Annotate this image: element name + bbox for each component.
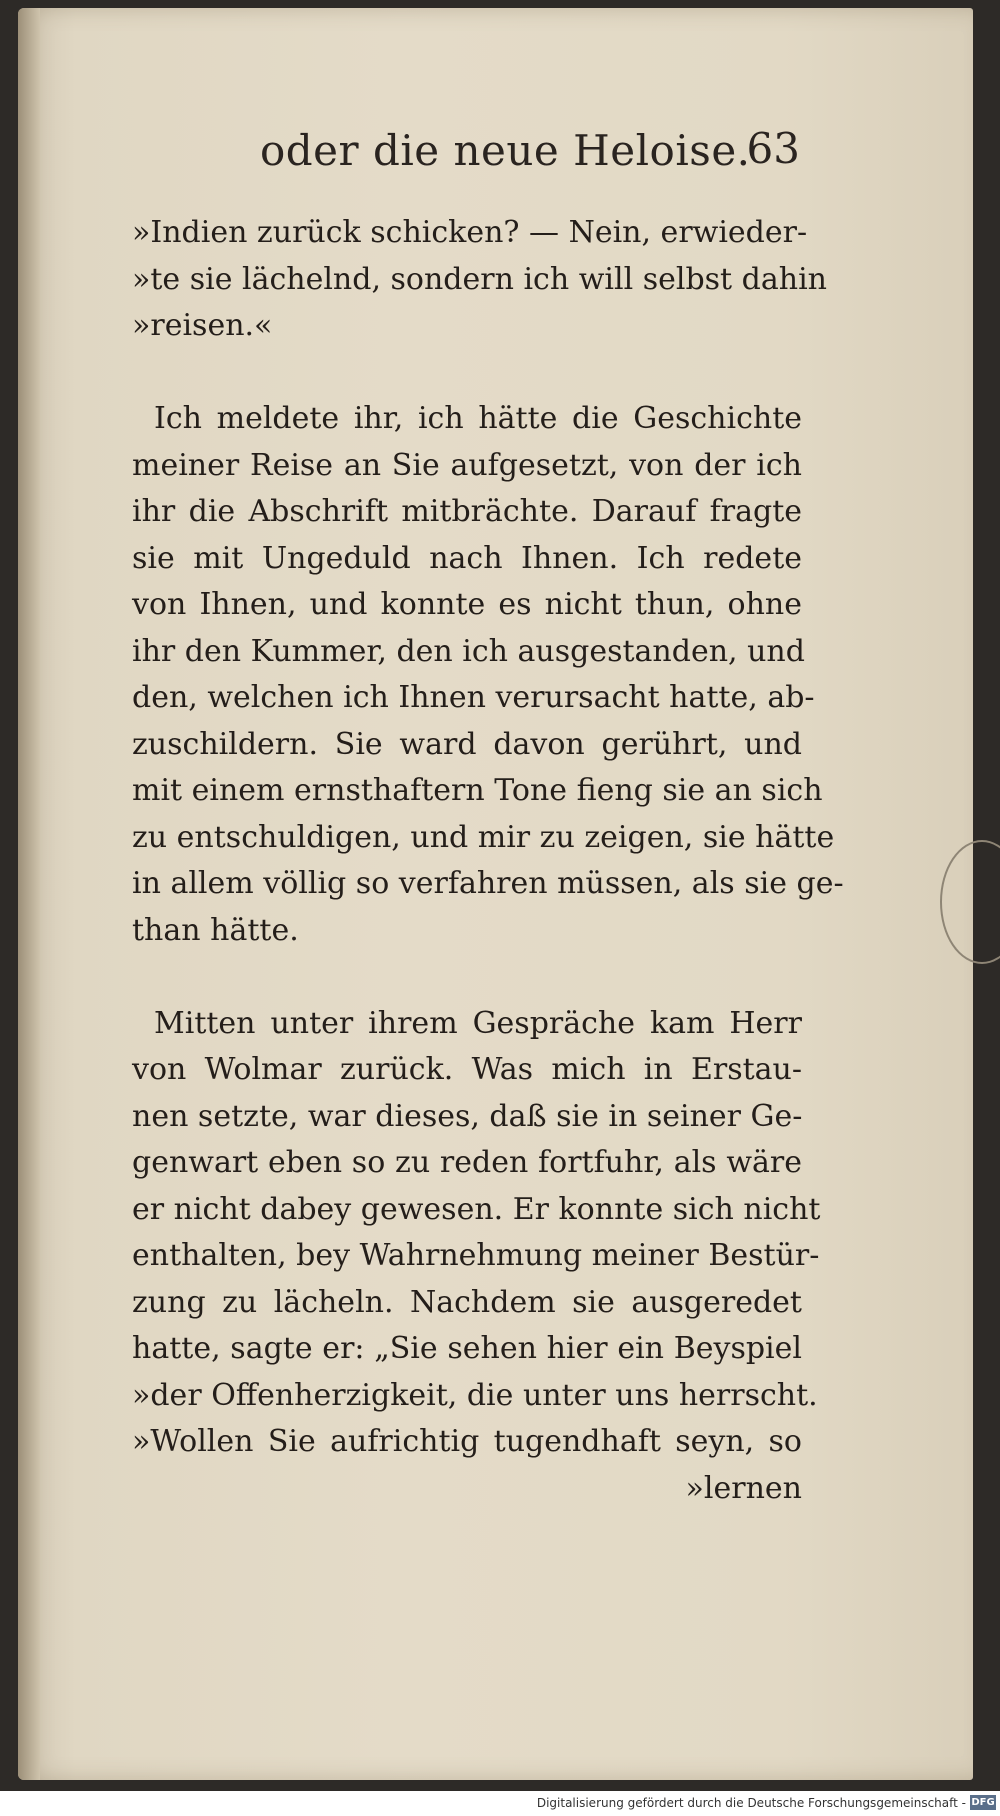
text-line: enthalten, bey Wahrnehmung meiner Bestür- bbox=[132, 1238, 820, 1273]
text-line: in allem völlig so verfahren müssen, als sie ge- bbox=[132, 866, 844, 901]
text-line: zu entschuldigen, und mir zu zeigen, sie hätte bbox=[132, 819, 835, 855]
page-gutter bbox=[18, 8, 40, 1780]
text-line: than hätte. bbox=[132, 912, 299, 948]
text-line: hatte, sagte er: „Sie sehen hier ein Beyspiel bbox=[132, 1331, 802, 1366]
paragraph-3 bbox=[132, 1001, 821, 1466]
page-header bbox=[260, 120, 800, 190]
text-line: mit einem ernsthaftern Tone fieng sie an sich bbox=[132, 773, 823, 808]
text-line: »Wollen Sie aufrichtig tugendhaft seyn, so bbox=[132, 1424, 802, 1459]
text-line: »reisen.« bbox=[132, 308, 273, 343]
funding-credit: Digitalisierung gefördert durch die Deutsche Forschungsgemeinschaft - bbox=[536, 1796, 966, 1810]
text-line: »der Offenherzigkeit, die unter uns herrscht. bbox=[132, 1377, 818, 1413]
dfg-logo: DFG bbox=[971, 1797, 995, 1808]
text-line: »Indien zurück schicken? — Nein, erwieder- bbox=[132, 215, 808, 250]
text-line: zung zu lächeln. Nachdem sie ausgeredet bbox=[132, 1284, 802, 1320]
paragraph-gap bbox=[132, 954, 802, 1001]
paragraph-gap bbox=[132, 350, 802, 397]
text-line: zuschildern. Sie ward davon gerührt, und bbox=[132, 726, 802, 762]
text-line: nen setzte, war dieses, daß sie in seiner Ge- bbox=[132, 1098, 803, 1134]
digitization-footer bbox=[0, 1791, 1000, 1816]
text-line: genwart eben so zu reden fortfuhr, als wäre bbox=[132, 1145, 802, 1180]
text-line: »te sie lächelnd, sondern ich will selbst dahin bbox=[132, 261, 827, 297]
text-line: Ich meldete ihr, ich hätte die Geschichte bbox=[154, 401, 802, 436]
text-line: Mitten unter ihrem Gespräche kam Herr bbox=[154, 1005, 802, 1041]
text-line: er nicht dabey gewesen. Er konnte sich nicht bbox=[132, 1191, 821, 1227]
text-line: ihr den Kummer, den ich ausgestanden, und bbox=[132, 633, 805, 669]
paragraph-2 bbox=[132, 396, 844, 954]
catchword: »lernen bbox=[685, 1470, 802, 1506]
page-number: 63 bbox=[746, 124, 800, 173]
paragraph-1 bbox=[132, 210, 827, 350]
text-line: meiner Reise an Sie aufgesetzt, von der ich bbox=[132, 447, 802, 483]
running-title: oder die neue Heloise. bbox=[260, 126, 751, 175]
text-line: sie mit Ungeduld nach Ihnen. Ich redete bbox=[132, 540, 802, 576]
text-line: den, welchen ich Ihnen verursacht hatte, ab- bbox=[132, 680, 815, 715]
text-line: von Ihnen, und konnte es nicht thun, ohne bbox=[132, 587, 802, 622]
text-line: von Wolmar zurück. Was mich in Erstau- bbox=[132, 1052, 802, 1087]
body-text bbox=[132, 210, 844, 1512]
text-line: ihr die Abschrift mitbrächte. Darauf fragte bbox=[132, 494, 802, 529]
